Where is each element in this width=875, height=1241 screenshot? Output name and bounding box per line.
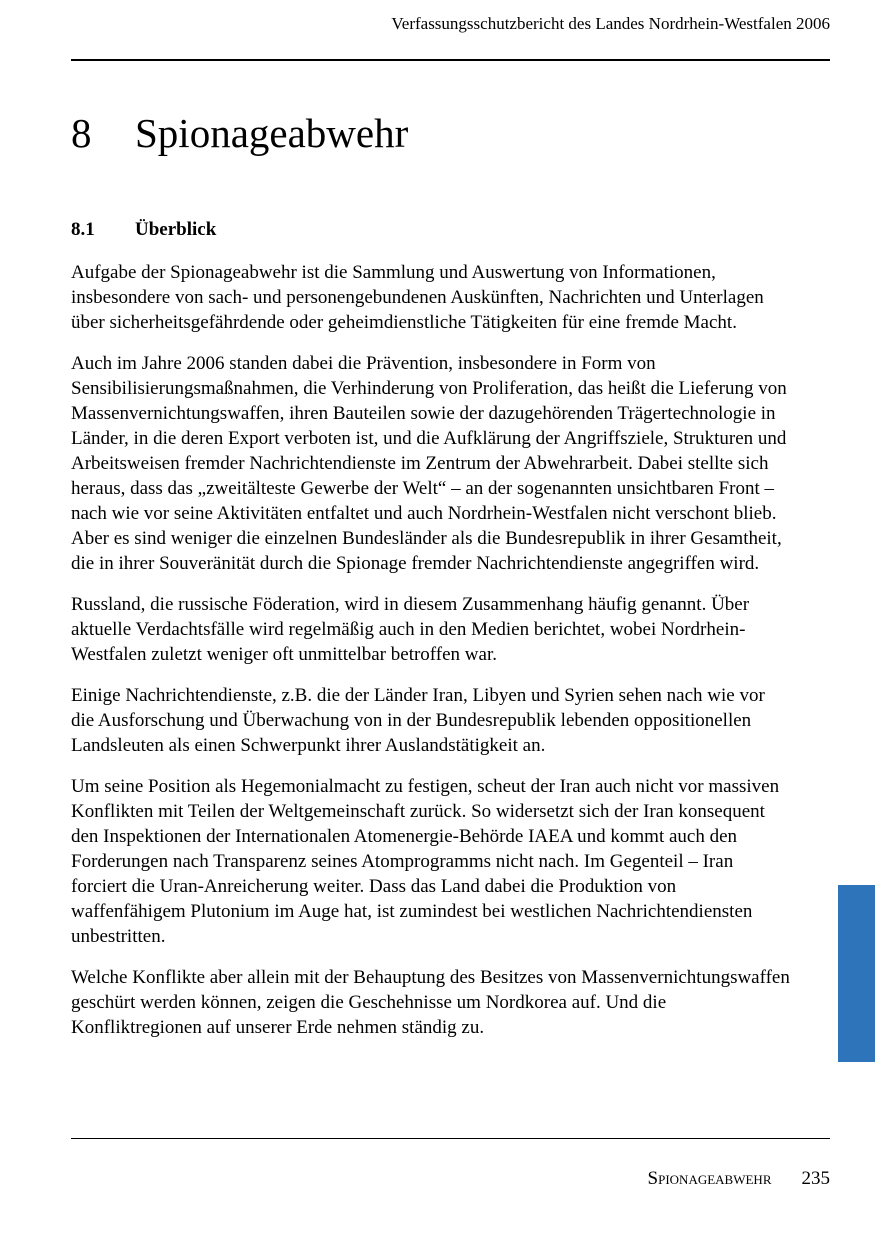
section-title: Überblick <box>135 219 217 240</box>
paragraph: Um seine Position als Hegemonialmacht zu festigen, scheut der Iran auch nicht vor massiven Konflikten mit Teilen der Weltgemeinschaft zurück. So widersetzt sich der Iran konsequent den Inspektionen der Internationalen Atomenergie-Behörde IAEA und kommt auch den Forderungen nach Transparenz seines Atomprogramms nicht nach. Im Gegenteil – Iran forciert die Uran-Anreicherung weiter. Dass das Land dabei die Produktion von waffenfähigem Plutonium im Auge hat, ist zumindest bei westlichen Nachrichtendiensten unbestritten. <box>71 776 780 947</box>
paragraph: Welche Konflikte aber allein mit der Behauptung des Besitzes von Massenvernichtungswaffen geschürt werden können, zeigen die Geschehnisse um Nordkorea auf. Und die Konfliktregionen auf unserer Erde nehmen ständig zu. <box>71 967 790 1038</box>
chapter-title: Spionageabwehr <box>135 110 409 156</box>
page-number: 235 <box>801 1168 830 1189</box>
section-number: 8.1 <box>71 219 95 240</box>
paragraph: Einige Nachrichtendienste, z.B. die der Länder Iran, Libyen und Syrien sehen nach wie vor die Ausforschung und Überwachung von in der Bundesrepublik lebenden oppositionellen Landsleuten als einen Schwerpunkt ihrer Auslandstätigkeit an. <box>71 685 765 756</box>
paragraph: Aufgabe der Spionageabwehr ist die Sammlung und Auswertung von Informationen, insbesondere von sach- und personengebundenen Auskünften, Nachrichten und Unterlagen über sicherheitsgefährdende oder geheimdienstliche Tätigkeiten für eine fremde Macht. <box>71 262 764 333</box>
paragraph: Russland, die russische Föderation, wird in diesem Zusammenhang häufig genannt. Über aktuelle Verdachtsfälle wird regelmäßig auch in den Medien berichtet, wobei Nordrhein-Westfalen zuletzt weniger oft unmittelbar betroffen war. <box>71 594 750 665</box>
section-heading <box>71 217 216 243</box>
header-rule <box>71 59 830 61</box>
footer-rule <box>71 1138 830 1139</box>
running-header: Verfassungsschutzbericht des Landes Nordrhein-Westfalen 2006 <box>391 14 830 33</box>
chapter-number: 8 <box>71 110 92 156</box>
body-text <box>71 260 791 1056</box>
footer-section-name: Spionageabwehr <box>647 1168 772 1189</box>
page-footer <box>71 1166 830 1192</box>
chapter-side-tab <box>838 885 875 1062</box>
paragraph: Auch im Jahre 2006 standen dabei die Prävention, insbesondere in Form von Sensibilisierungsmaßnahmen, die Verhinderung von Proliferation, das heißt die Lieferung von Massenvernichtungswaffen, ihren Bauteilen sowie der dazugehörenden Trägertechnologie in Länder, in die deren Export verboten ist, und die Aufklärung der Angriffsziele, Strukturen und Arbeitsweisen fremder Nachrichtendienste im Zentrum der Abwehrarbeit. Dabei stellte sich heraus, dass das „zweitälteste Gewerbe der Welt“ – an der sogenannten unsichtbaren Front – nach wie vor seine Aktivitäten entfaltet und auch Nordrhein-Westfalen nicht verschont blieb. Aber es sind weniger die einzelnen Bundesländer als die Bundesrepublik in ihrer Gesamtheit, die in ihrer Souveränität durch die Spionage fremder Nachrichtendienste angegriffen wird. <box>71 353 787 574</box>
chapter-heading <box>71 106 408 160</box>
